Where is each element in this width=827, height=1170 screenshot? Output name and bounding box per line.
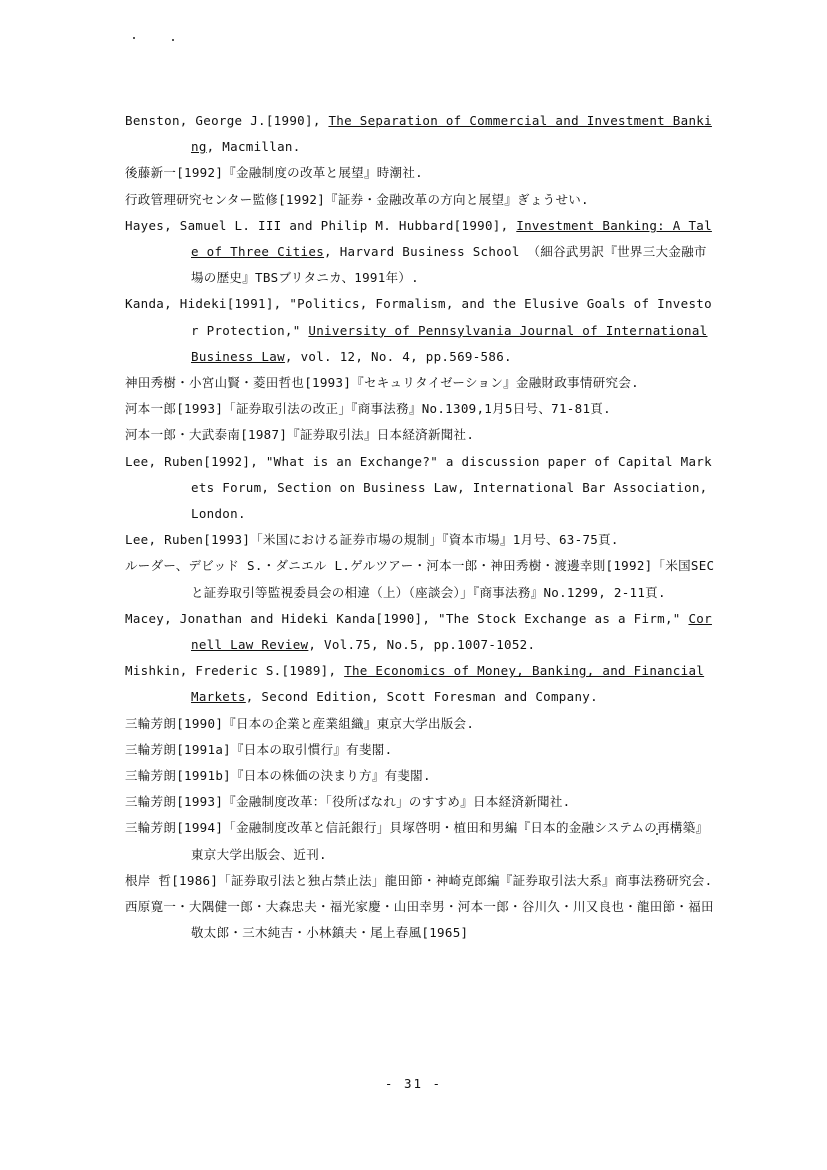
reference-entry [125,711,715,737]
reference-entry [125,815,715,867]
reference-entry [125,187,715,213]
reference-text: Benston, George J.[1990], [125,113,329,128]
page-number: - 31 - [384,1076,443,1091]
reference-text: 河本一郎[1993]「証券取引法の改正」『商事法務』No.1309,1月5日号、71-81頁. [125,401,611,417]
reference-entry [125,737,715,763]
reference-text: Kanda, Hideki[1991], "Politics, Formalism, and the Elusive Goals of Investor Protection," [125,296,712,338]
reference-text: 行政管理研究センター監修[1992]『証券・金融改革の方向と展望』ぎょうせい. [125,191,589,207]
reference-text: 神田秀樹・小宮山賢・菱田哲也[1993]『セキュリタイゼーション』金融財政事情研究会. [125,375,639,391]
reference-entry [125,449,715,528]
reference-entry [125,868,715,894]
reference-text: , Second Edition, Scott Foresman and Company. [245,689,598,705]
reference-text: , Harvard Business School （細谷武男訳『世界三大金融市場の歴史』TBSブリタニカ、1991年）. [191,244,707,286]
reference-entry [125,422,715,448]
reference-text: 三輪芳朗[1990]『日本の企業と産業組織』東京大学出版会. [125,715,475,731]
reference-entry [125,370,715,396]
reference-text: 三輪芳朗[1991b]『日本の株価の決まり方』有斐閣. [125,768,431,784]
reference-text: 三輪芳朗[1994]「金融制度改革と信託銀行」貝塚啓明・植田和男編『日本的金融システムの再構築』東京大学出版会、近刊. [125,820,709,862]
reference-title: University of Pennsylvania Journal of International Business Law [191,322,708,364]
reference-text: ルーダー、デビッド S.・ダニエル L.ゲルツアー・河本一郎・神田秀樹・渡邊幸則[1992]「米国SECと証券取引等監視委員会の相違（上）（座談会）」『商事法務』No.1299, 2-11頁. [125,558,715,600]
reference-title: The Separation of Commercial and Investment Banking [191,113,712,155]
reference-entry [125,553,715,605]
reference-entry [125,108,715,160]
reference-text: 後藤新一[1992]『金融制度の改革と展望』時潮社. [125,165,423,181]
scan-speck [172,39,174,41]
reference-title: The Economics of Money, Banking, and Financial Markets [191,663,705,705]
reference-text: 河本一郎・大武泰南[1987]『証券取引法』日本経済新聞社. [125,427,475,443]
reference-text: , Macmillan. [206,139,301,155]
reference-title: Investment Banking: A Tale of Three Cities [191,217,712,260]
reference-title: Cornell Law Review [191,610,712,653]
reference-entry [125,606,715,658]
reference-entry [125,789,715,815]
reference-text: 根岸 哲[1986]「証券取引法と独占禁止法」龍田節・神崎克郎編『証券取引法大系』商事法務研究会. [125,872,713,888]
reference-text: , vol. 12, No. 4, pp.569-586. [284,348,512,364]
scan-speck [133,37,135,39]
reference-entry [125,291,715,370]
reference-entry [125,160,715,186]
reference-entry [125,763,715,789]
reference-text: Lee, Ruben[1992], "What is an Exchange?" a discussion paper of Capital Markets Forum, Section on Business Law, International Bar Association, London. [125,453,712,522]
reference-entry [125,527,715,553]
reference-list [125,108,715,947]
reference-text: Lee, Ruben[1993]「米国における証券市場の規制」『資本市場』1月号、63-75頁. [125,532,619,548]
reference-text: 三輪芳朗[1993]『金融制度改革：「役所ばなれ」のすすめ』日本経済新聞社. [125,794,571,810]
reference-text: Mishkin, Frederic S.[1989], [125,663,345,679]
reference-entry [125,396,715,422]
reference-text: 三輪芳朗[1991a]『日本の取引慣行』有斐閣. [125,741,393,757]
reference-entry [125,213,715,292]
reference-text: , Vol.75, No.5, pp.1007-1052. [308,637,536,653]
reference-entry [125,894,715,946]
reference-text: Macey, Jonathan and Hideki Kanda[1990], "The Stock Exchange as a Firm," [125,610,689,626]
reference-text: 西原寛一・大隅健一郎・大森忠夫・福光家慶・山田幸男・河本一郎・谷川久・川又良也・龍田節・福田敬太郎・三木純吉・小林鎮夫・尾上春風[1965] [125,899,714,941]
reference-entry [125,658,715,710]
reference-text: Hayes, Samuel L. III and Philip M. Hubbard[1990], [125,217,517,233]
